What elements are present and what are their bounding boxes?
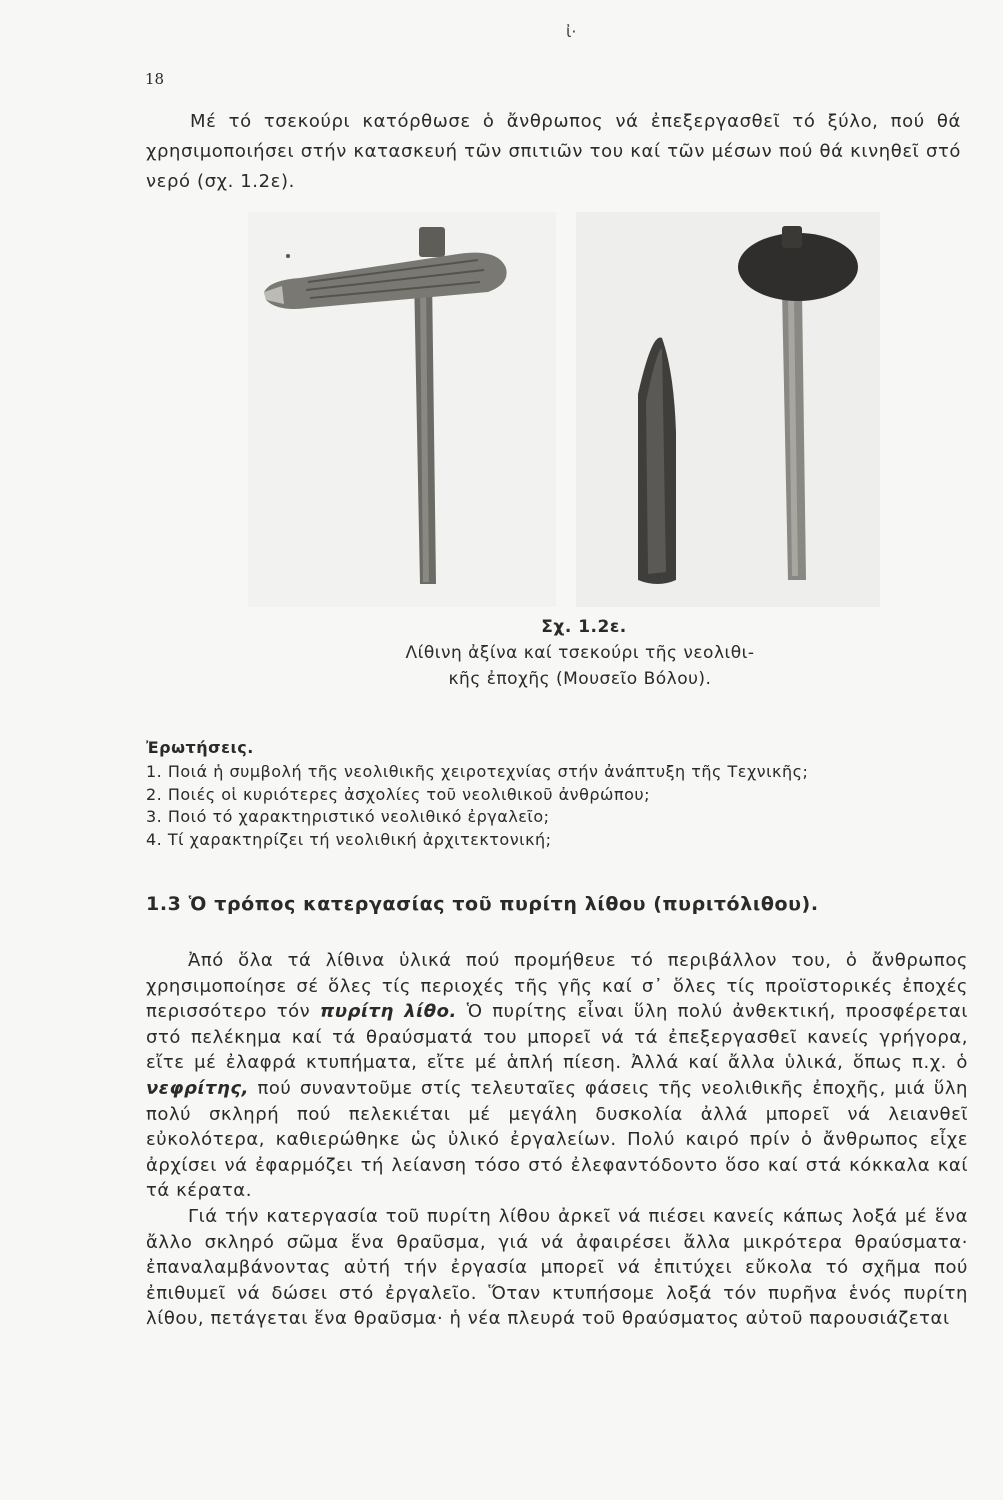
questions-heading: Ἐρωτήσεις.: [146, 738, 254, 757]
questions-block: [146, 737, 906, 851]
adze-illustration: [248, 212, 556, 607]
question-item: 2. Ποιές οἱ κυριότερες ἀσχολίες τοῦ νεολιθικοῦ ἀνθρώπου;: [146, 784, 651, 804]
intro-text: Μέ τό τσεκούρι κατόρθωσε ὁ ἄνθρωπος νά ἐπεξεργασθεῖ τό ξύλο, πού θά χρησιμοποιήσει στήν κατασκευή τῶν σπιτιῶν του καί τῶν μέσων πού θά κινηθεῖ στό νερό (σχ. 1.2ε).: [146, 111, 961, 192]
section-heading: 1.3 Ὁ τρόπος κατεργασίας τοῦ πυρίτη λίθου (πυριτόλιθου).: [146, 893, 819, 915]
body-paragraph-1: [146, 948, 968, 1204]
question-item: 4. Τί χαρακτηρίζει τή νεολιθική ἀρχιτεκτονική;: [146, 829, 552, 849]
caption-title: Σχ. 1.2ε.: [541, 617, 627, 637]
page-number: 18: [145, 70, 165, 88]
p1-text-c: πού συναντοῦμε στίς τελευταῖες φάσεις τῆς νεολιθικῆς ἐποχῆς, μιά ὕλη πολύ σκληρή πού πελεκιέται μέ μεγάλη δυσκολία ἀλλά μπορεῖ νά λειανθεῖ εὐκολότερα, καθιερώθηκε ὡς ὑλικό ἐργαλείων. Πολύ καιρό πρίν ὁ ἄνθρωπος εἶχε ἀρχίσει νά ἐφαρμόζει τή λείανση τόσο στό ἐλεφαντόδοντο ὅσο καί στά κόκκαλα καί τά κέρατα.: [146, 1077, 968, 1202]
term-pyritis: πυρίτη λίθο.: [320, 1001, 457, 1023]
intro-paragraph: [146, 107, 961, 197]
adze-photo: [248, 212, 556, 607]
section-body: [146, 948, 968, 1332]
axe-hammer-illustration: [576, 212, 880, 607]
term-nefritis: νεφρίτης,: [146, 1077, 250, 1099]
caption-line-2: κῆς ἐποχῆς (Μουσεῖο Βόλου).: [448, 669, 712, 689]
p1-text-b: Ὁ πυρίτης εἶναι ὕλη πολύ ἀνθεκτική, προσφέρεται στό πελέκημα καί τά θραύσματά του μπορεῖ νά τά ἐπεξεργασθεῖ κανείς γρήγορα, εἴτε μέ ἐλαφρά κτυπήματα, εἴτε μέ ἁπλή πίεση. Ἀλλά καί ἄλλα ὑλικά, ὅπως π.χ. ὁ: [146, 1001, 968, 1074]
figure-caption: [380, 614, 780, 692]
caption-line-1: Λίθινη ἀξίνα καί τσεκούρι τῆς νεολιθι-: [405, 643, 755, 663]
page-mark: ἰ·: [566, 22, 577, 41]
figure-1-2e: [248, 212, 884, 607]
body-paragraph-2: Γιά τήν κατεργασία τοῦ πυρίτη λίθου ἀρκεῖ νά πιέσει κανείς κάπως λοξά μέ ἕνα ἄλλο σκληρό σῶμα ἕνα θραῦσμα, γιά νά ἀφαιρέσει ἄλλα μικρότερα θραύσματα· ἐπαναλαμβάνοντας αὐτή τήν ἐργασία μπορεῖ νά ἐπιτύχει εὔκολα τό σχῆμα πού ἐπιθυμεῖ νά δώσει στό ἐργαλεῖο. Ὅταν κτυπήσομε λοξά τόν πυρῆνα ἑνός πυρίτη λίθου, πετάγεται ἕνα θραῦσμα· ἡ νέα πλευρά τοῦ θραύσματος αὐτοῦ παρουσιάζεται: [146, 1205, 968, 1330]
question-item: 3. Ποιό τό χαρακτηριστικό νεολιθικό ἐργαλεῖο;: [146, 807, 550, 827]
axe-hammer-photo: [576, 212, 880, 607]
p1-text-a: Ἀπό ὅλα τά λίθινα ὑλικά πού προμήθευε τό περιβάλλον του, ὁ ἄνθρωπος χρησιμοποίησε σέ ὅλες τίς περιοχές τῆς γῆς καί σ᾽ ὅλες τίς προϊστορικές ἐποχές περισσότερο τόν: [146, 950, 968, 1023]
question-item: 1. Ποιά ἡ συμβολή τῆς νεολιθικῆς χειροτεχνίας στήν ἀνάπτυξη τῆς Τεχνικῆς;: [146, 762, 809, 782]
questions-list: [146, 761, 906, 851]
